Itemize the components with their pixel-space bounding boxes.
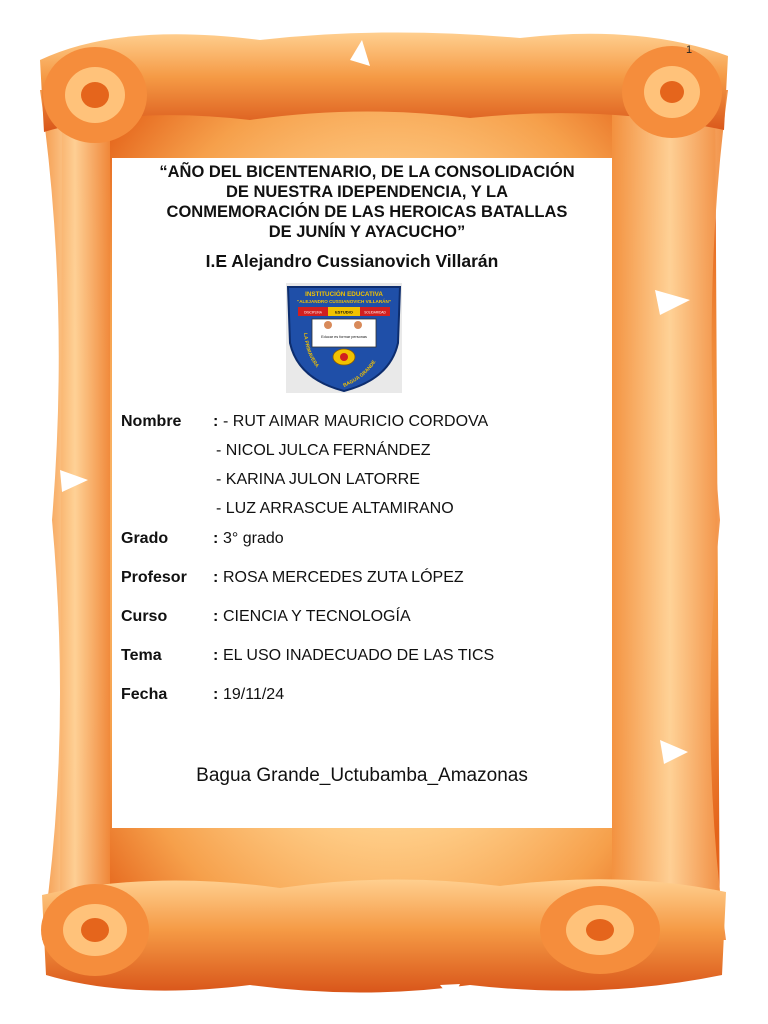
- svg-text:DISCIPLINA: DISCIPLINA: [304, 310, 322, 315]
- svg-text:ESTUDIO: ESTUDIO: [335, 309, 353, 315]
- label-nombre: Nombre: [121, 413, 182, 430]
- value-grado: 3° grado: [223, 530, 284, 547]
- page-number: 1: [686, 44, 693, 56]
- year-slogan: [132, 162, 602, 242]
- label-curso: Curso: [121, 608, 168, 625]
- svg-text:BAGUA GRANDE: BAGUA GRANDE: [342, 359, 378, 389]
- svg-text:“ALEJANDRO CUSSIANOVICH VILLAR: “ALEJANDRO CUSSIANOVICH VILLARÁN”: [296, 299, 392, 304]
- label-profesor: Profesor: [121, 569, 187, 586]
- value-profesor: ROSA MERCEDES ZUTA LÓPEZ: [223, 569, 464, 586]
- label-tema: Tema: [121, 647, 162, 664]
- value-tema: EL USO INADECUADO DE LAS TICS: [223, 647, 495, 664]
- value-curso: CIENCIA Y TECNOLOGÍA: [223, 608, 411, 625]
- svg-text:SOLIDARIDAD: SOLIDARIDAD: [364, 310, 386, 315]
- school-name: I.E Alejandro Cussianovich Villarán: [205, 251, 499, 271]
- value-nombre-4: - LUZ ARRASCUE ALTAMIRANO: [216, 500, 454, 517]
- slogan-line: “AÑO DEL BICENTENARIO, DE LA CONSOLIDACIÓN: [159, 163, 575, 181]
- school-crest-logo: [286, 283, 402, 393]
- location: Bagua Grande_Uctubamba_Amazonas: [196, 765, 528, 786]
- colon: :: [213, 647, 219, 664]
- slogan-line: DE JUNÍN Y AYACUCHO”: [268, 223, 466, 241]
- value-nombre-2: - NICOL JULCA FERNÁNDEZ: [216, 442, 431, 459]
- svg-text:LA PRIMAVERA: LA PRIMAVERA: [301, 332, 320, 369]
- value-fecha: 19/11/24: [223, 686, 285, 703]
- colon: :: [213, 608, 219, 625]
- value-nombre-3: - KARINA JULON LATORRE: [216, 471, 420, 488]
- colon: :: [213, 686, 219, 703]
- colon: :: [213, 413, 219, 430]
- svg-text:Educar es formar personas: Educar es formar personas: [321, 335, 367, 339]
- value-nombre-1: - RUT AIMAR MAURICIO CORDOVA: [223, 413, 489, 430]
- slogan-line: CONMEMORACIÓN DE LAS HEROICAS BATALLAS: [166, 203, 568, 221]
- colon: :: [213, 530, 219, 547]
- colon: :: [213, 569, 219, 586]
- label-grado: Grado: [121, 530, 169, 547]
- label-fecha: Fecha: [121, 686, 168, 703]
- svg-text:INSTITUCIÓN EDUCATIVA: INSTITUCIÓN EDUCATIVA: [305, 291, 383, 298]
- slogan-line: DE NUESTRA IDEPENDENCIA, Y LA: [225, 183, 509, 201]
